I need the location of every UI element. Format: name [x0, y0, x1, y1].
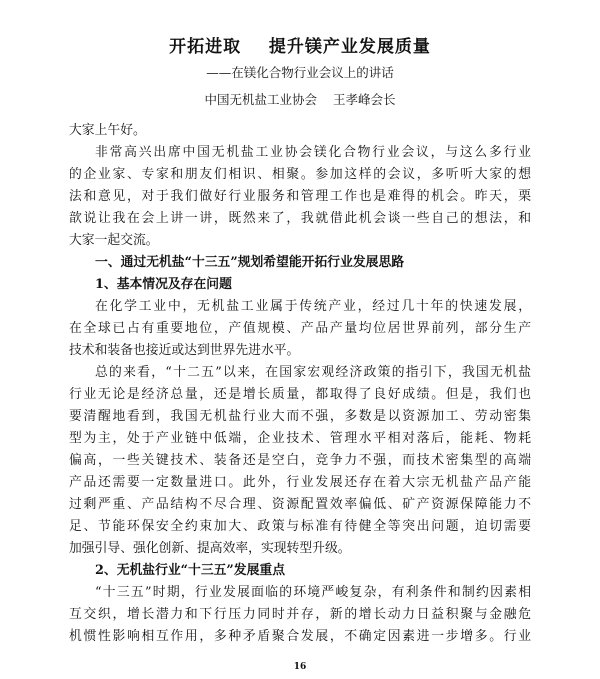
article-subtitle: ——在镁化合物行业会议上的讲话	[206, 65, 394, 80]
article-byline: 中国无机盐工业协会 王孝峰会长	[204, 92, 396, 107]
paragraph-line: 非常高兴出席中国无机盐工业协会镁化合物行业会议，与这么多行业	[95, 145, 531, 160]
article-title: 开拓进取 提升镁产业发展质量	[169, 37, 431, 57]
greeting-line: 大家上午好。	[69, 123, 146, 138]
paragraph-line: 在全球已占有重要地位，产值规模、产品产量均位居世界前列，部分生产	[69, 321, 531, 336]
paragraph-line: 过剩严重、产品结构不尽合理、资源配置效率偏低、矿产资源保障能力不	[69, 497, 531, 512]
paragraph-line: 总的来看，“十二五”以来，在国家宏观经济政策的指引下，我国无机盐	[95, 365, 531, 380]
subsection-heading: 1、基本情况及存在问题	[95, 277, 232, 292]
paragraph-line: 加强引导、强化创新、提高效率，实现转型升级。	[69, 541, 351, 556]
paragraph-line: 要清醒地看到，我国无机盐行业大而不强，多数是以资源加工、劳动密集	[69, 409, 531, 424]
paragraph-line: 行业无论是经济总量，还是增长质量，都取得了良好成绩。但是，我们也	[69, 387, 531, 402]
paragraph-line: 产品还需要一定数量进口。此外，行业发展还存在着大宗无机盐产品产能	[69, 475, 531, 490]
paragraph-line: 歆说让我在会上讲一讲，既然来了，我就借此机会谈一些自己的想法，和	[69, 211, 531, 226]
page-number: 16	[293, 662, 307, 672]
paragraph-line: 型为主，处于产业链中低端，企业技术、管理水平相对落后，能耗、物耗	[69, 431, 531, 446]
paragraph-line: 大家一起交流。	[69, 233, 159, 248]
paragraph-line: 的企业家、专家和朋友们相识、相聚。参加这样的会议，多听听大家的想	[69, 167, 531, 182]
paragraph-line: 技术和装备也接近或达到世界先进水平。	[69, 343, 300, 358]
paragraph-line: 在化学工业中，无机盐工业属于传统产业，经过几十年的快速发展，	[95, 299, 531, 314]
paragraph-line: 机惯性影响相互作用，多种矛盾聚合发展，不确定因素进一步增多。行业	[69, 629, 531, 644]
paragraph-line: 互交织，增长潜力和下行压力同时并存，新的增长动力日益积聚与金融危	[69, 607, 531, 622]
paragraph-line: 足、节能环保安全约束加大、政策与标准有待健全等突出问题，迫切需要	[69, 519, 531, 534]
paragraph-line: 偏高，一些关键技术、装备还是空白，竞争力不强，而技术密集型的高端	[69, 453, 531, 468]
section-heading: 一、通过无机盐“十三五”规划希望能开拓行业发展思路	[95, 255, 405, 270]
paragraph-line: “十三五”时期，行业发展面临的环境严峻复杂，有利条件和制约因素相	[95, 585, 531, 600]
paragraph-line: 法和意见，对于我们做好行业服务和管理工作也是难得的机会。昨天，栗	[69, 189, 531, 204]
subsection-heading: 2、无机盐行业“十三五”发展重点	[95, 563, 285, 578]
